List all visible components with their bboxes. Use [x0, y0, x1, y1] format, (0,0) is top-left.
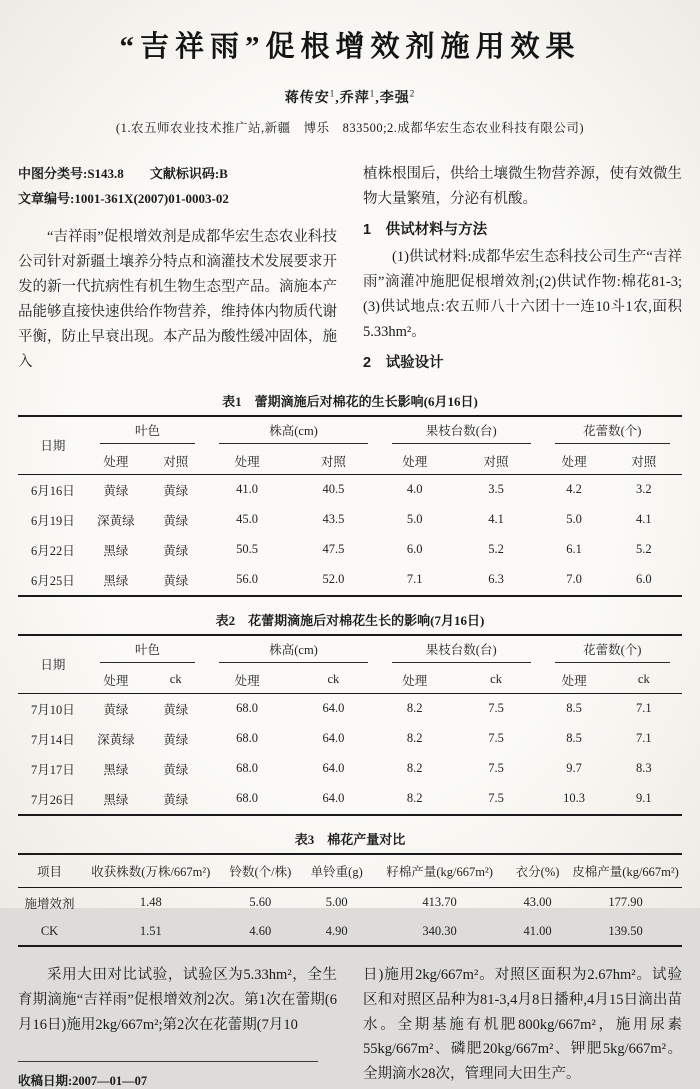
table-cell: 413.70: [422, 895, 457, 910]
table-cell: 7月14日: [30, 732, 75, 747]
closing-paragraph-left: 采用大田对比试验，试验区为5.33hm²，全生育期滴施“吉祥雨”促根增效剂2次。第1次在蕾期(6月16日)施用2kg/667m²;第2次在花蕾期(7月10: [18, 966, 337, 1033]
table-cell: 41.0: [236, 482, 258, 497]
table-cell: 10.3: [563, 791, 585, 806]
table-cell: 177.90: [608, 895, 643, 910]
table-2: [18, 634, 682, 816]
table-cell: 7.5: [488, 701, 504, 716]
table-cell: 4.60: [249, 923, 272, 938]
table-cell: 深黄绿: [97, 513, 135, 528]
table-cell: 4.90: [325, 923, 348, 938]
table-cell: 黑绿: [103, 573, 129, 588]
table-cell: 8.2: [406, 701, 423, 716]
table-cell: 68.0: [236, 731, 258, 746]
table-cell: 黄绿: [163, 543, 189, 558]
table-header-cell: 日期: [18, 416, 88, 475]
table-1: [18, 415, 682, 597]
table-cell: 8.5: [566, 701, 582, 716]
table-cell: 8.5: [566, 731, 582, 746]
table-subheader-cell: 处理: [88, 667, 144, 694]
table-cell: 8.3: [635, 761, 652, 776]
table-cell: 7.5: [488, 791, 504, 806]
table-cell: 7.1: [635, 701, 652, 716]
closing-right-column: [363, 963, 682, 1089]
intro-columns: [18, 162, 682, 378]
table-row: [18, 565, 682, 596]
table-subheader-cell: 处理: [207, 667, 287, 694]
table-1-caption: 表1 蕾期滴施后对棉花的生长影响(6月16日): [222, 393, 478, 409]
table-cell: 5.0: [406, 512, 423, 527]
table-row: [18, 535, 682, 565]
intro-paragraph-left: “吉祥雨”促根增效剂是成都华宏生态农业科技公司针对新疆土壤养分特点和滴灌技术发展要求开发的新一代抗病性有机生物生态型产品。滴施本产品能够直接快速供给作物营养，维持体内物质代谢平衡，防止早衰出现。本产品为酸性缓冲固体，施入: [18, 229, 337, 371]
table-cell: 黄绿: [163, 732, 189, 747]
table-cell: 黄绿: [163, 762, 189, 777]
table-subheader-cell: 对照: [144, 448, 207, 475]
table-cell: CK: [40, 923, 59, 938]
table-group-header: [380, 416, 543, 448]
table-row: [18, 505, 682, 535]
table-subheader-cell: 对照: [287, 448, 380, 475]
table-row: [18, 693, 682, 724]
table-group-header: [88, 416, 208, 448]
section-1-heading: 1 供试材料与方法: [363, 221, 488, 238]
left-column: [18, 162, 337, 378]
table-subheader-cell: 处理: [380, 667, 450, 694]
table-row: [18, 754, 682, 784]
table-group-label: 花蕾数(个): [555, 421, 670, 444]
table-cell: 黄绿: [163, 573, 189, 588]
table-group-label: 果枝台数(台): [392, 421, 531, 444]
table-cell: 6.0: [406, 542, 423, 557]
table-subheader-cell: 处理: [88, 448, 144, 475]
table-cell: 深黄绿: [97, 732, 135, 747]
authors-line: [18, 87, 682, 107]
table-cell: 52.0: [322, 572, 345, 587]
table-cell: 5.00: [325, 895, 348, 910]
table-group-label: 株高(cm): [219, 421, 368, 444]
table-cell: 施增效剂: [24, 896, 75, 911]
table-cell: 6月19日: [30, 513, 75, 528]
table-cell: 黑绿: [103, 762, 129, 777]
table-cell: 5.60: [249, 895, 272, 910]
table-header-row: [18, 854, 682, 888]
table-subheader-cell: 对照: [450, 448, 543, 475]
table-cell: 5.2: [488, 542, 504, 557]
author-name: 乔萍$^1$: [339, 88, 376, 106]
table-cell: 黄绿: [163, 483, 189, 498]
table-header-cell: 项目: [18, 854, 81, 888]
table-cell: 7.1: [406, 572, 423, 587]
table-cell: 3.2: [635, 482, 652, 497]
table-cell: 50.5: [236, 542, 258, 557]
article-meta: [18, 162, 337, 211]
clc-number: 中图分类号:S143.8: [18, 166, 124, 181]
table-group-label: 株高(cm): [219, 640, 368, 663]
closing-paragraph-right: 日)施用2kg/667m²。对照区面积为2.67hm²。试验区和对照区品种为81-3,4月8日播种,4月15日滴出苗水。全期基施有机肥800kg/667m²，施用尿素55kg/667m²、磷肥20kg/667m²、钾肥5kg/667m²。全期滴水28次，管理同大田生产。: [363, 966, 682, 1083]
table-cell: 41.00: [523, 923, 552, 938]
table-2-caption: 表2 花蕾期滴施后对棉花生长的影响(7月16日): [215, 612, 485, 628]
table-subheader-cell: ck: [450, 667, 543, 694]
table-header-cell: 单铃重(g): [300, 854, 373, 888]
intro-paragraph-right: 植株根围后，供给土壤微生物营养源，使有效微生物大量繁殖，分泌有机酸。: [363, 166, 682, 207]
table-row: [18, 724, 682, 754]
table-cell: 8.2: [406, 791, 423, 806]
table-cell: 340.30: [422, 923, 457, 938]
table-cell: 黄绿: [163, 702, 189, 717]
table-cell: 6月22日: [30, 543, 75, 558]
table-header-cell: 衣分(%): [506, 854, 569, 888]
table-group-label: 花蕾数(个): [555, 640, 670, 663]
table-cell: 7.1: [635, 731, 652, 746]
table-cell: 64.0: [322, 701, 345, 716]
table-cell: 7.5: [488, 761, 504, 776]
table-subheader-cell: 处理: [543, 448, 606, 475]
table-group-label: 果枝台数(台): [392, 640, 531, 663]
table-cell: 黑绿: [103, 543, 129, 558]
table-cell: 64.0: [322, 761, 345, 776]
table-3-block: [18, 829, 682, 947]
table-group-header: [380, 635, 543, 667]
table-2-block: [18, 610, 682, 816]
table-cell: 9.7: [566, 761, 582, 776]
table-3: [18, 853, 682, 947]
table-cell: 43.00: [523, 895, 552, 910]
table-subheader-cell: 处理: [543, 667, 606, 694]
document-code: 文献标识码:B: [149, 166, 228, 181]
table-cell: 4.1: [488, 512, 504, 527]
table-header-cell: 籽棉产量(kg/667m²): [373, 854, 506, 888]
author-separator: ,: [375, 91, 380, 106]
table-group-header: [543, 416, 682, 448]
table-header-cell: 收获株数(万株/667m²): [81, 854, 220, 888]
table-cell: 6月25日: [30, 573, 75, 588]
table-group-label: 叶色: [100, 421, 196, 444]
table-cell: 5.0: [566, 512, 582, 527]
author-affiliation-mark: 1: [369, 88, 376, 99]
article-id: 文章编号:1001-361X(2007)01-0003-02: [18, 190, 229, 206]
table-cell: 68.0: [236, 761, 258, 776]
table-cell: 40.5: [322, 482, 345, 497]
table-subheader-cell: ck: [606, 667, 682, 694]
table-group-header: [543, 635, 682, 667]
table-cell: 68.0: [236, 791, 258, 806]
table-cell: 56.0: [236, 572, 258, 587]
author-affiliation-mark: 1: [329, 88, 336, 99]
page-title: “吉祥雨”促根增效剂施用效果: [119, 31, 581, 63]
section-1-body: (1)供试材料:成都华宏生态科技公司生产“吉祥雨”滴灌冲施肥促根增效剂;(2)供试作物:棉花81-3;(3)供试地点:农五师八十六团十一连10斗1农,面积5.33hm²。: [363, 248, 682, 340]
table-cell: 43.5: [322, 512, 345, 527]
table-cell: 黄绿: [103, 702, 129, 717]
table-cell: 64.0: [322, 731, 345, 746]
table-cell: 1.51: [139, 923, 162, 938]
closing-left-column: [18, 963, 337, 1089]
table-group-header: [207, 416, 380, 448]
table-cell: 4.0: [406, 482, 423, 497]
table-cell: 1.48: [139, 895, 162, 910]
table-cell: 4.2: [566, 482, 582, 497]
author-affiliation-mark: 2: [409, 88, 416, 99]
table-cell: 6月16日: [30, 483, 75, 498]
table-cell: 7.0: [566, 572, 582, 587]
table-subheader-cell: 处理: [380, 448, 450, 475]
table-group-header: [207, 635, 380, 667]
table-row: [18, 474, 682, 505]
table-cell: 7.5: [488, 731, 504, 746]
table-cell: 9.1: [635, 791, 652, 806]
table-cell: 7月26日: [30, 792, 75, 807]
table-row: [18, 784, 682, 815]
table-cell: 68.0: [236, 701, 258, 716]
table-row: [18, 918, 682, 946]
table-cell: 7月10日: [30, 702, 75, 717]
table-3-caption: 表3 棉花产量对比: [294, 831, 406, 847]
table-row: [18, 887, 682, 918]
table-cell: 8.2: [406, 761, 423, 776]
table-cell: 7月17日: [30, 762, 75, 777]
table-cell: 6.3: [488, 572, 504, 587]
table-group-header: [88, 635, 208, 667]
received-date: 收稿日期:2007—01—07: [18, 1074, 148, 1089]
table-1-block: [18, 391, 682, 597]
table-cell: 6.0: [635, 572, 652, 587]
table-cell: 黄绿: [163, 513, 189, 528]
meta-line-1: [18, 162, 337, 187]
table-subheader-cell: 处理: [207, 448, 287, 475]
table-header-cell: 皮棉产量(kg/667m²): [569, 854, 682, 888]
table-cell: 6.1: [566, 542, 582, 557]
received-date-block: [18, 1061, 337, 1089]
table-cell: 黑绿: [103, 792, 129, 807]
author-name: 李强$^2$: [379, 88, 416, 106]
table-cell: 黄绿: [163, 792, 189, 807]
table-header-cell: 铃数(个/株): [221, 854, 301, 888]
table-group-label: 叶色: [100, 640, 196, 663]
table-subheader-cell: 对照: [606, 448, 682, 475]
table-cell: 4.1: [635, 512, 652, 527]
table-cell: 5.2: [635, 542, 652, 557]
table-cell: 8.2: [406, 731, 423, 746]
affiliation: (1.农五师农业技术推广站,新疆 博乐 833500;2.成都华宏生态农业科技有限公司): [115, 121, 585, 135]
table-cell: 3.5: [488, 482, 504, 497]
table-cell: 47.5: [322, 542, 345, 557]
table-cell: 139.50: [608, 923, 643, 938]
table-cell: 64.0: [322, 791, 345, 806]
table-header-cell: 日期: [18, 635, 88, 694]
section-2-heading: 2 试验设计: [363, 354, 444, 371]
closing-columns: [18, 963, 682, 1089]
footnote-divider: [18, 1061, 318, 1062]
author-name: 蒋传安$^1$: [284, 88, 336, 106]
table-subheader-cell: ck: [287, 667, 380, 694]
table-cell: 黄绿: [103, 483, 129, 498]
right-column: [363, 162, 682, 378]
table-cell: 45.0: [236, 512, 258, 527]
author-separator: ,: [335, 91, 340, 106]
table-subheader-cell: ck: [144, 667, 207, 694]
